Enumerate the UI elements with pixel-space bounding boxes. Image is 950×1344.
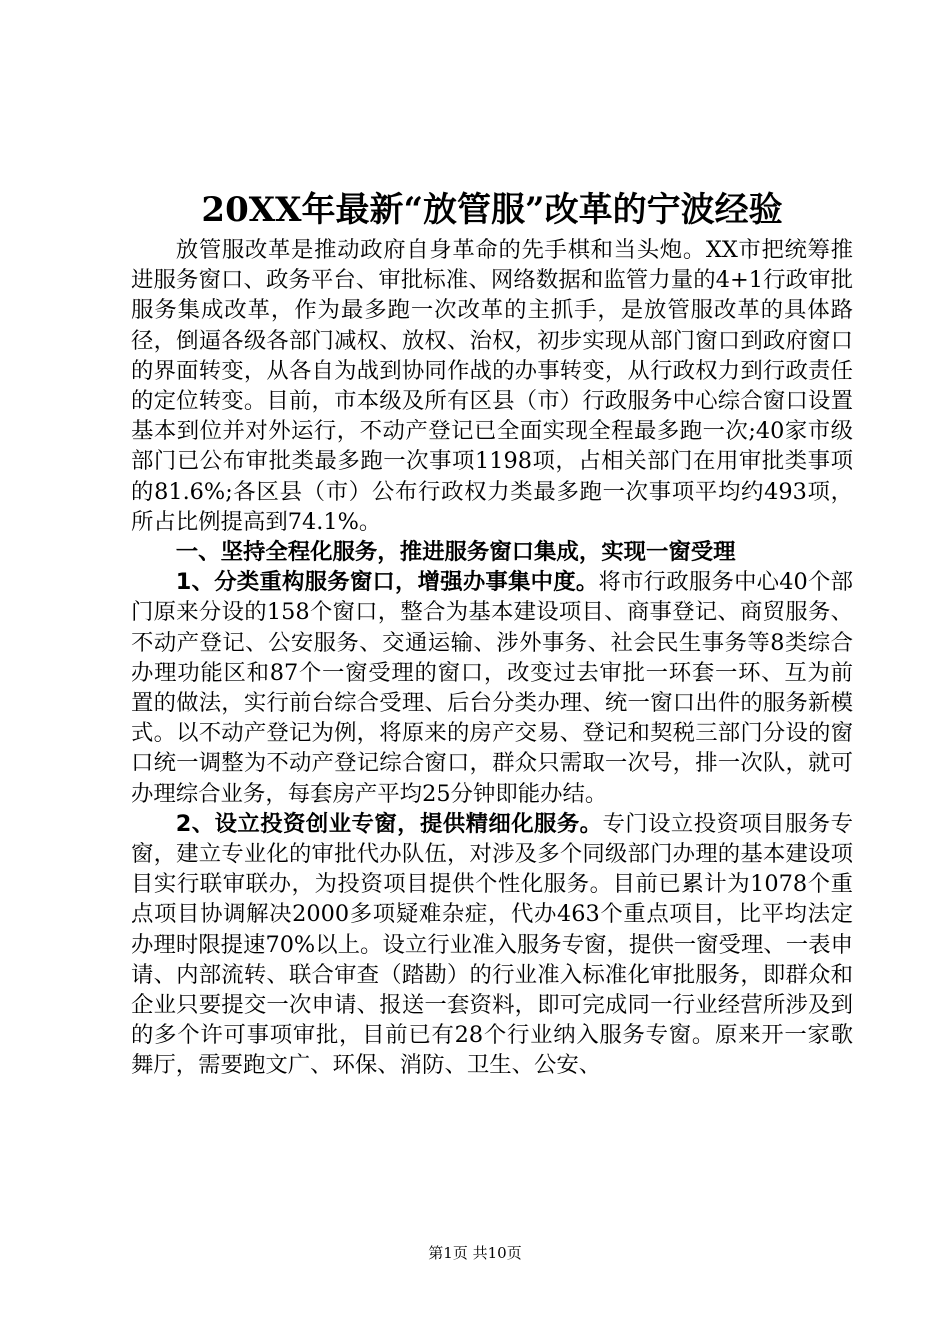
item-2-paragraph — [131, 809, 853, 1081]
item-1-lead: 1、分类重构服务窗口，增强办事集中度。 — [175, 569, 599, 596]
intro-paragraph: 放管服改革是推动政府自身革命的先手棋和当头炮。XX市把统筹推进服务窗口、政务平台、审批标准、网络数据和监管力量的4+1行政审批服务集成改革，作为最多跑一次改革的主抓手，是放管服改革的具体路径，倒逼各级各部门减权、放权、治权，初步实现从部门窗口到政府窗口的界面转变，从各自为战到协同作战的办事转变，从行政权力到行政责任的定位转变。目前，市本级及所有区县（市）行政服务中心综合窗口设置基本到位并对外运行，不动产登记已全面实现全程最多跑一次;40家市级部门已公布审批类最多跑一次事项1198项，占相关部门在用审批类事项的81.6%;各区县（市）公布行政权力类最多跑一次事项平均约493项，所占比例提高到74.1%。 — [131, 237, 853, 535]
item-1-paragraph — [131, 567, 853, 809]
item-2-text: 专门设立投资项目服务专窗，建立专业化的审批代办队伍，对涉及多个同级部门办理的基本建设项目实行联审联办，为投资项目提供个性化服务。目前已累计为1078个重点项目协调解决2000多项疑难杂症，代办463个重点项目，比平均法定办理时限提速70%以上。设立行业准入服务专窗，提供一窗受理、一表申请、内部流转、联合审查（踏勘）的行业准入标准化审批服务，即群众和企业只要提交一次申请、报送一套资料，即可完成同一行业经营所涉及到的多个许可事项审批，目前已有28个行业纳入服务专窗。原来开一家歌舞厅，需要跑文广、环保、消防、卫生、公安、 — [131, 810, 854, 1079]
document-page — [131, 0, 853, 1344]
section-1-heading: 一、坚持全程化服务，推进服务窗口集成，实现一窗受理 — [175, 539, 736, 566]
page-footer: 第1页 共10页 — [428, 1244, 522, 1262]
item-2-lead: 2、设立投资创业专窗，提供精细化服务。 — [175, 810, 603, 837]
item-1-text: 将市行政服务中心40个部门原来分设的158个窗口，整合为基本建设项目、商事登记、商贸服务、不动产登记、公安服务、交通运输、涉外事务、社会民生事务等8类综合办理功能区和87个一窗受理的窗口，改变过去审批一环套一环、互为前置的做法，实行前台综合受理、后台分类办理、统一窗口出件的服务新模式。以不动产登记为例，将原来的房产交易、登记和契税三部门分设的窗口统一调整为不动产登记综合窗口，群众只需取一次号，排一次队，就可办理综合业务，每套房产平均25分钟即能办结。 — [131, 569, 853, 807]
document-title: 20XX年最新“放管服”改革的宁波经验 — [201, 190, 783, 230]
document-body — [131, 235, 853, 1081]
